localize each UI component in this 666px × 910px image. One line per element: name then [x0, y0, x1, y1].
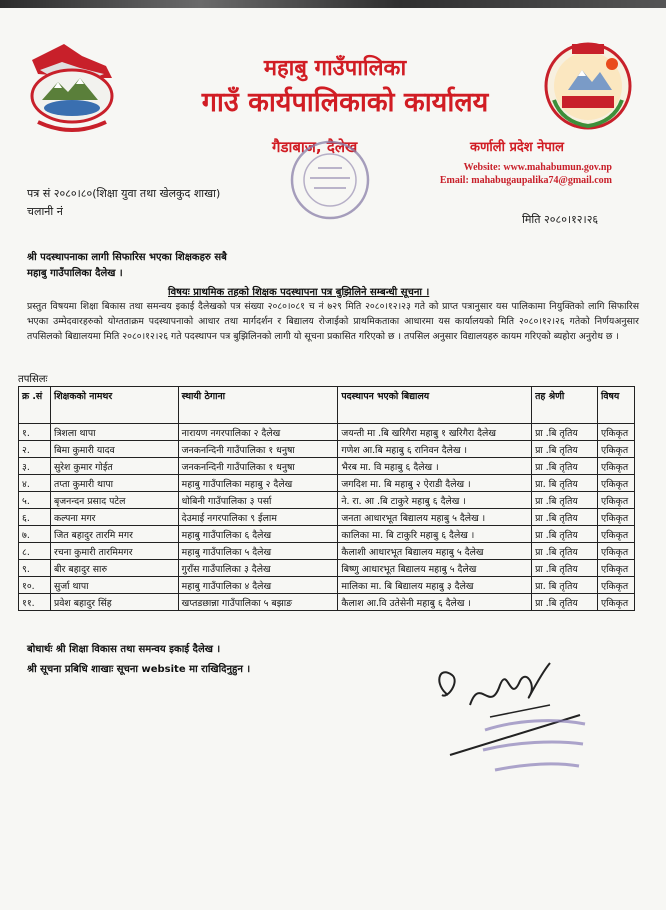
cell-address: देउमाई नगरपालिका ९ ईलाम [178, 509, 338, 526]
cell-subject: एकिकृत [597, 577, 634, 594]
cell-name: सुर्जा थापा [50, 577, 178, 594]
col-header-sn: क्र .सं [19, 387, 51, 424]
cell-school: कैलाश आ.वि उतेसेनी महाबु ६ दैलेख । [338, 594, 532, 611]
col-header-subject: विषय [597, 387, 634, 424]
cell-school: जयन्ती मा .बि खरिगैरा महाबु १ खरिगैरा दैलेख [338, 424, 532, 441]
cell-sn: १. [19, 424, 51, 441]
cell-sn: ९. [19, 560, 51, 577]
cell-name: जित बहादुर तारमि मगर [50, 526, 178, 543]
cell-subject: एकिकृत [597, 458, 634, 475]
table-row [19, 458, 635, 475]
table-row [19, 594, 635, 611]
table-row [19, 543, 635, 560]
cell-subject: एकिकृत [597, 492, 634, 509]
letter-body: प्रस्तुत विषयमा शिक्षा बिकास तथा समन्वय इकाई दैलेखको पत्र संख्या २०८०।०८१ च नं ७२९ मिति २०८०।१२।२३ गते को प्राप्त पत्रानुसार यस पालिकामा नियुक्तिको लागि सिफारिस भएका उम्मेदवारहरुको योग्तताक्रम पदस्थापनाको आधार तथा मार्गदर्शन र बिद्यालय रोजाईको प्राथमिकताका आधारमा यस कार्यालयको मिति २०८०।१२।२६ गतेको निर्णयअनुसार तपसिलको बिद्यालयमा मिति २०८०।१२।२६ गते पदस्थापन पत्र बुझिलिनको लागी यो सूचना प्रकासित गरिएको छ । तपसिल अनुसार विद्यालयहरु कायम गरिएको ब्यहोरा अनुरोध छ । [27, 301, 639, 342]
dispatch-number: चलानी नं [27, 205, 63, 218]
cell-level: प्रा .बि तृतिय [532, 441, 598, 458]
nepal-emblem-logo [24, 38, 120, 138]
cell-subject: एकिकृत [597, 509, 634, 526]
cell-name: कल्पना मगर [50, 509, 178, 526]
office-location: गैडाबाज, दैलेख [272, 138, 358, 156]
letter-date: मिति २०८०।१२।२६ [522, 213, 599, 226]
cell-sn: १०. [19, 577, 51, 594]
cell-name: प्रवेश बहादुर सिंह [50, 594, 178, 611]
cell-address: महाबु गाउँपालिका ६ दैलेख [178, 526, 338, 543]
table-row [19, 560, 635, 577]
website-text: Website: www.mahabumun.gov.np [463, 162, 612, 173]
cell-name: बीर बहादुर सारु [50, 560, 178, 577]
officer-name-stamp [455, 700, 605, 790]
cell-address: गुराँस गाउँपालिका ३ दैलेख [178, 560, 338, 577]
cell-address: महाबु गाउँपालिका ४ दैलेख [178, 577, 338, 594]
email-text: Email: mahabugaupalika74@gmail.com [439, 175, 612, 186]
cell-address: महाबु गाउँपालिका महाबु २ दैलेख [178, 475, 338, 492]
subject-line: विषयः प्राथमिक तहको शिक्षक पदस्थापना पत्र बुझिलिने सम्बन्धी सूचना । [168, 287, 430, 298]
cell-name: बिमा कुमारी यादव [50, 441, 178, 458]
cell-level: प्रा .बि तृतिय [532, 594, 598, 611]
cell-sn: ३. [19, 458, 51, 475]
cell-sn: ७. [19, 526, 51, 543]
cell-address: जनकनन्दिनी गाउँपालिका १ धनुषा [178, 441, 338, 458]
col-header-level: तह श्रेणी [532, 387, 598, 424]
cell-sn: ६. [19, 509, 51, 526]
cell-name: त्रिशला थापा [50, 424, 178, 441]
office-seal-stamp [288, 138, 372, 222]
cell-school: गणेश आ.बि महाबु ६ रानिवन दैलेख । [338, 441, 532, 458]
cell-level: प्रा .बि तृतिय [532, 424, 598, 441]
cell-sn: ११. [19, 594, 51, 611]
cell-name: रचना कुमारी तारमिमगर [50, 543, 178, 560]
cell-sn: ८. [19, 543, 51, 560]
cell-name: बृजनन्दन प्रसाद पटेल [50, 492, 178, 509]
cell-subject: एकिकृत [597, 526, 634, 543]
cell-address: धोबिनी गाउँपालिका ३ पर्सा [178, 492, 338, 509]
cell-level: प्रा .बि तृतिय [532, 560, 598, 577]
cell-school: जनता आधारभूत बिद्यालय महाबु ५ दैलेख । [338, 509, 532, 526]
office-title: गाउँ कार्यपालिकाको कार्यालय [201, 87, 489, 118]
province-name: कर्णाली प्रदेश नेपाल [470, 140, 564, 155]
cell-name: तप्ता कुमारी थापा [50, 475, 178, 492]
col-header-name: शिक्षकको नामथर [50, 387, 178, 424]
cell-subject: एकिकृत [597, 424, 634, 441]
cell-subject: एकिकृत [597, 560, 634, 577]
table-row [19, 475, 635, 492]
cell-address: नारायण नगरपालिका २ दैलेख [178, 424, 338, 441]
cell-level: प्रा .बि तृतिय [532, 509, 598, 526]
cell-level: प्रा. बि तृतिय [532, 577, 598, 594]
cell-school: कैलाशी आधारभूत बिद्यालय महाबु ५ दैलेख [338, 543, 532, 560]
cell-sn: २. [19, 441, 51, 458]
table-row [19, 526, 635, 543]
cell-level: प्रा .बि तृतिय [532, 492, 598, 509]
cell-level: प्रा. बि तृतिय [532, 475, 598, 492]
details-heading: तपसिलः [18, 374, 48, 385]
teacher-placement-table [18, 386, 635, 611]
recipient-line-1: श्री पदस्थापनाका लागी सिफारिस भएका शिक्षकहरु सबै [27, 252, 227, 263]
reference-number: पत्र सं २०८०।८०(शिक्षा युवा तथा खेलकुद शाखा) [27, 187, 221, 200]
cell-subject: एकिकृत [597, 441, 634, 458]
cell-school: जगदिश मा. बि महाबु २ ऐराडी दैलेख । [338, 475, 532, 492]
cc-line-1: बोधार्थः श्री शिक्षा विकास तथा समन्वय इकाई दैलेख । [27, 644, 221, 655]
cell-name: सुरेश कुमार गोईत [50, 458, 178, 475]
cc-line-2: श्री सूचना प्रबिधि शाखाः सूचना website मा राखिदिनुहुन । [27, 664, 251, 675]
mahabu-municipality-logo [542, 40, 634, 132]
col-header-school: पदस्थापन भएको बिद्यालय [338, 387, 532, 424]
cell-address: महाबु गाउँपालिका ५ दैलेख [178, 543, 338, 560]
table-row [19, 577, 635, 594]
cell-subject: एकिकृत [597, 543, 634, 560]
table-row [19, 492, 635, 509]
table-row [19, 441, 635, 458]
municipality-name: महाबु गाउँपालिका [263, 56, 407, 81]
cell-subject: एकिकृत [597, 475, 634, 492]
cell-school: बिष्णु आधारभूत बिद्यालय महाबु ५ दैलेख [338, 560, 532, 577]
cell-level: प्रा .बि तृतिय [532, 526, 598, 543]
table-header-row [19, 387, 635, 424]
recipient-line-2: महाबु गाउँपालिका दैलेख । [27, 268, 123, 279]
cell-address: जनकनन्दिनी गाउँपालिका १ धनुषा [178, 458, 338, 475]
cell-level: प्रा .बि तृतिय [532, 458, 598, 475]
cell-level: प्रा .बि तृतिय [532, 543, 598, 560]
cell-address: खप्तडछान्ना गाउँपालिका ५ बझाङ [178, 594, 338, 611]
cell-school: भैरब मा. वि महाबु ६ दैलेख । [338, 458, 532, 475]
table-row [19, 424, 635, 441]
col-header-address: स्थायी ठेगाना [178, 387, 338, 424]
cell-subject: एकिकृत [597, 594, 634, 611]
cell-sn: ४. [19, 475, 51, 492]
cell-school: मालिका मा. बि बिद्यालय महाबु ३ दैलेख [338, 577, 532, 594]
cell-sn: ५. [19, 492, 51, 509]
cell-school: कालिका मा. बि टाकुरि महाबु ६ दैलेख । [338, 526, 532, 543]
table-row [19, 509, 635, 526]
cell-school: ने. रा. आ .बि टाकुरे महाबु ६ दैलेख । [338, 492, 532, 509]
